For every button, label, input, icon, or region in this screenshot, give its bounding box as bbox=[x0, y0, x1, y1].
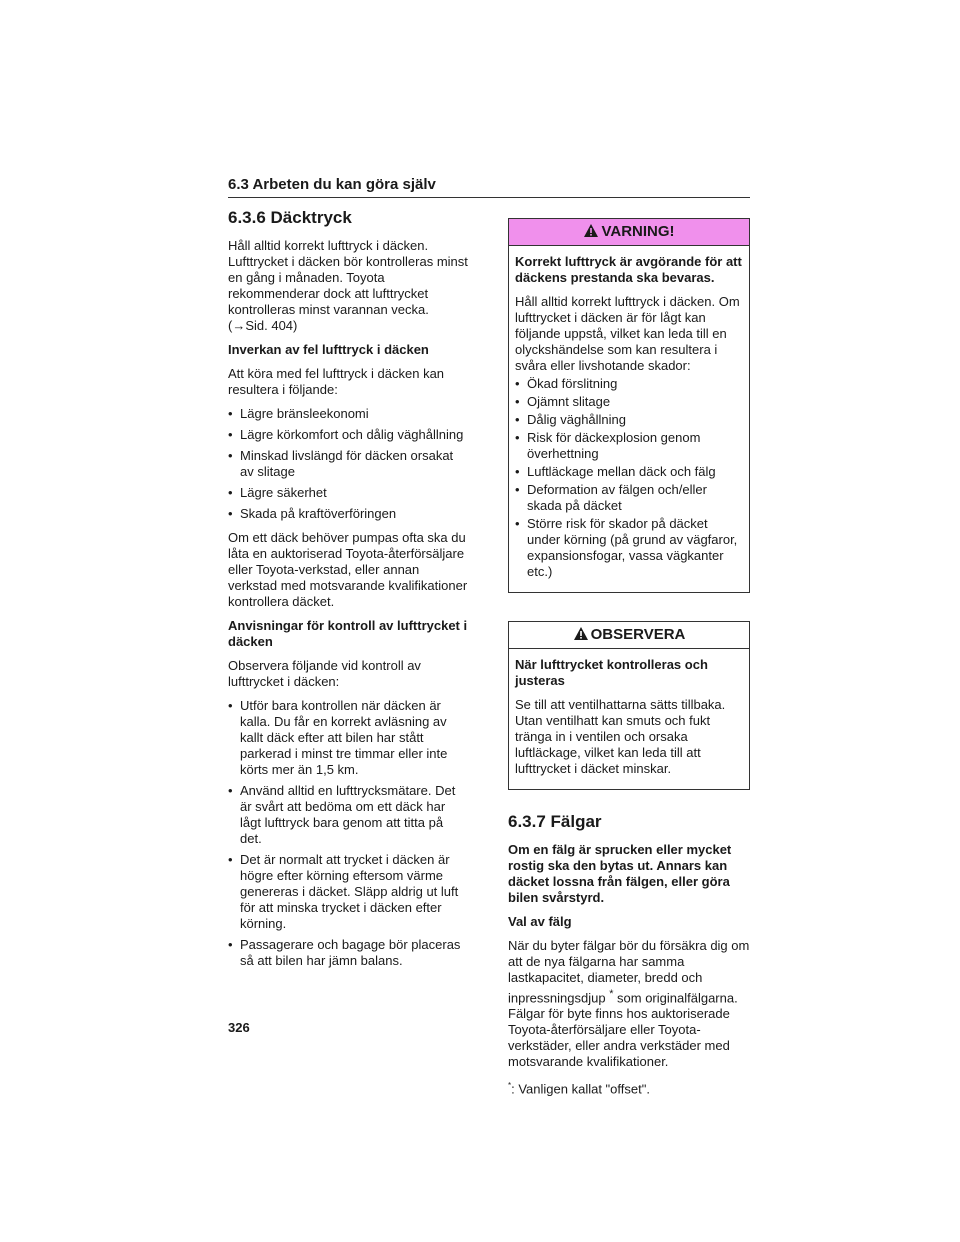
footnote-text: : Vanligen kallat "offset". bbox=[511, 1081, 650, 1097]
warning-triangle-icon bbox=[583, 223, 599, 242]
notice-title-bar bbox=[509, 622, 749, 649]
list-item: • Ökad förslitning bbox=[515, 376, 743, 392]
pump-paragraph: Om ett däck behöver pumpas ofta ska du låta en auktoriserad Toyota-återförsäljare eller Toyota-verkstad, eller annan verkstad med motsvarande kvalifikationer kontrollera däcket. bbox=[228, 530, 468, 609]
subheading-check-instructions: Anvisningar för kontroll av lufttrycket i däcken bbox=[228, 618, 468, 649]
notice-lead: När lufttrycket kontrolleras och justeras bbox=[515, 657, 708, 688]
list-item: • Lägre körkomfort och dålig väghållning bbox=[228, 427, 468, 443]
warning-text: Håll alltid korrekt lufttryck i däcken. Om lufttrycket i däcken är för lågt kan följande uppstå, vilket kan leda till en olyckshändelse som kan resultera i svåra eller livshotande skador: bbox=[515, 294, 740, 373]
list-item: • Ojämnt slitage bbox=[515, 394, 743, 410]
right-column bbox=[508, 218, 750, 1098]
caution-triangle-icon bbox=[573, 626, 589, 645]
list-item: • Använd alltid en lufttrycksmätare. Det är svårt att bedöma om ett däck har lågt lufttryck bara genom att titta på det. bbox=[228, 783, 468, 847]
list-item: • Utför bara kontrollen när däcken är kalla. Du får en korrekt avläsning av kallt däck efter att bilen har stått parkerad i minst tre timmar eller inte körts mer än 1,5 km. bbox=[228, 698, 468, 778]
footnote-ref: * bbox=[609, 988, 614, 1000]
effects-list bbox=[228, 406, 468, 522]
list-item: • Dålig väghållning bbox=[515, 412, 743, 428]
list-item: • Deformation av fälgen och/eller skada på däcket bbox=[515, 482, 743, 514]
notice-box bbox=[508, 621, 750, 790]
intro-paragraph: Håll alltid korrekt lufttryck i däcken. Lufttrycket i däcken bör kontrolleras minst en gång i månaden. Toyota rekommenderar dock att lufttrycket kontrolleras minst varannan vecka. (→Sid. 404) bbox=[228, 238, 468, 333]
subheading-wrong-pressure: Inverkan av fel lufttryck i däcken bbox=[228, 342, 429, 357]
list-item: • Passagerare och bagage bör placeras så att bilen har jämn balans. bbox=[228, 937, 468, 969]
warning-body bbox=[509, 246, 749, 592]
rim-text-a: När du byter fälgar bör du försäkra dig om att de nya fälgarna har samma lastkapacitet, diameter, bredd och inpressningsdjup bbox=[508, 938, 750, 1006]
page-number: 326 bbox=[228, 1020, 250, 1035]
subheading-rim-choice: Val av fälg bbox=[508, 914, 572, 929]
rims-heading: 6.3.7 Fälgar bbox=[508, 812, 602, 831]
rim-choice-text bbox=[508, 938, 750, 1070]
footnote bbox=[508, 1078, 750, 1097]
notice-title: OBSERVERA bbox=[590, 626, 686, 643]
list-item: • Större risk för skador på däcket under körning (på grund av vägfaror, expansionsfogar, vassa vägkanter etc.) bbox=[515, 516, 743, 580]
left-column bbox=[228, 208, 468, 977]
footnote-mark: * bbox=[508, 1081, 512, 1091]
section-header: 6.3 Arbeten du kan göra själv bbox=[228, 176, 750, 198]
notice-text: Se till att ventilhattarna sätts tillbaka. Utan ventilhatt kan smuts och fukt tränga in i ventilen och orsaka luftläckage, vilket kan leda till att lufttrycket i däcket minskar. bbox=[515, 697, 726, 776]
warning-box bbox=[508, 218, 750, 593]
warning-lead: Korrekt lufttryck är avgörande för att däckens prestanda ska bevaras. bbox=[515, 254, 742, 285]
list-item: • Skada på kraftöverföringen bbox=[228, 506, 468, 522]
instructions-list bbox=[228, 698, 468, 969]
warning-title: VARNING! bbox=[601, 223, 675, 240]
list-item: • Minskad livslängd för däcken orsakat av slitage bbox=[228, 448, 468, 480]
rim-text-b: som originalfälgarna. Fälgar för byte finns hos auktoriserade Toyota-återförsäljare eller Toyota-verkstäder, eller andra verkstäder med motsvarande kvalifikationer. bbox=[508, 990, 738, 1070]
list-item: • Luftläckage mellan däck och fälg bbox=[515, 464, 743, 480]
warning-list bbox=[515, 376, 743, 580]
list-item: • Lägre bränsleekonomi bbox=[228, 406, 468, 422]
list-item: • Risk för däckexplosion genom överhettning bbox=[515, 430, 743, 462]
list-item: • Lägre säkerhet bbox=[228, 485, 468, 501]
notice-body bbox=[509, 649, 749, 789]
rims-lead: Om en fälg är sprucken eller mycket rostig ska den bytas ut. Annars kan däcket lossna från fälgen, eller göra bilen svårstyrd. bbox=[508, 842, 732, 905]
warning-title-bar bbox=[509, 219, 749, 246]
tire-pressure-heading: 6.3.6 Däcktryck bbox=[228, 208, 352, 227]
check-instructions-text: Observera följande vid kontroll av lufttrycket i däcken: bbox=[228, 658, 421, 689]
wrong-pressure-text: Att köra med fel lufttryck i däcken kan resultera i följande: bbox=[228, 366, 445, 397]
list-item: • Det är normalt att trycket i däcken är högre efter körning eftersom värme genereras i däcket. Släpp aldrig ut luft för att minska trycket i däcken efter körning. bbox=[228, 852, 468, 932]
